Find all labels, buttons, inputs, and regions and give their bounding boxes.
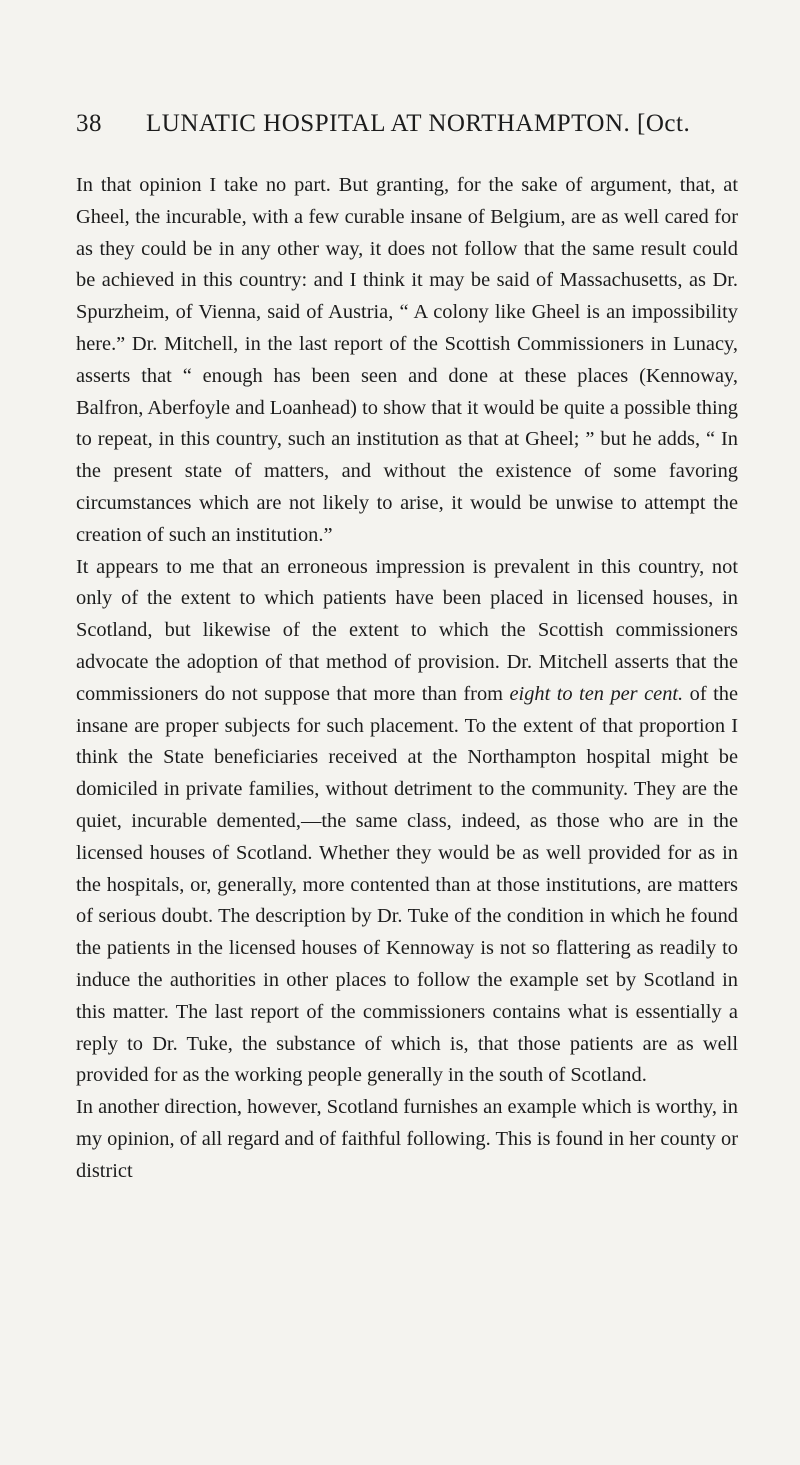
- paragraph: [76, 170, 738, 552]
- paragraph: [76, 552, 738, 1093]
- running-title: LUNATIC HOSPITAL AT NORTHAMPTON. [Oct.: [146, 110, 691, 137]
- body-text: [76, 170, 738, 1188]
- page-number: 38: [76, 110, 102, 137]
- paragraph-text: In another direction, however, Scotland furnishes an example which is worthy, in my opinion, of all regard and of faithful following. This is found in her county or district: [76, 1096, 738, 1182]
- paragraph-italic: eight to ten per cent.: [509, 682, 684, 705]
- paragraph: [76, 1092, 738, 1187]
- paragraph-text: In that opinion I take no part. But granting, for the sake of argument, that, at Gheel, the incurable, with a few curable insane of Belgium, are as well cared for as they could be in any other way, it does not follow that the same result could be achieved in this country: and I think it may be said of Massachusetts, as Dr. Spurzheim, of Vienna, said of Austria, “ A colony like Gheel is an impossibility here.” Dr. Mitchell, in the last report of the Scottish Commissioners in Lunacy, asserts that “ enough has been seen and done at these places (Kennoway, Balfron, Aberfoyle and Loanhead) to show that it would be quite a possible thing to repeat, in this country, such an institution as that at Gheel; ” but he adds, “ In the present state of matters, and without the existence of some favoring circumstances which are not likely to arise, it would be unwise to attempt the creation of such an institution.”: [76, 174, 738, 546]
- page-header: [76, 106, 736, 146]
- paragraph-text: of the insane are proper subjects for such placement. To the extent of that proportion I think the State beneficiaries received at the Northampton hospital might be domiciled in private families, without detriment to the community. They are the quiet, incurable demented,—the same class, indeed, as those who are in the licensed houses of Scotland. Whether they would be as well provided for as in the hospitals, or, generally, more contented than at those institutions, are matters of serious doubt. The description by Dr. Tuke of the condition in which he found the patients in the licensed houses of Kennoway is not so flattering as readily to induce the authorities in other places to follow the example set by Scotland in this matter. The last report of the commissioners contains what is essentially a reply to Dr. Tuke, the substance of which is, that those patients are as well provided for as the working people generally in the south of Scotland.: [76, 682, 738, 1087]
- paragraph-text: It appears to me that an erroneous impression is prevalent in this country, not only of the extent to which patients have been placed in licensed houses, in Scotland, but likewise of the extent to which the Scottish commissioners advocate the adoption of that method of provision. Dr. Mitchell asserts that the commissioners do not suppose that more than from: [76, 555, 738, 705]
